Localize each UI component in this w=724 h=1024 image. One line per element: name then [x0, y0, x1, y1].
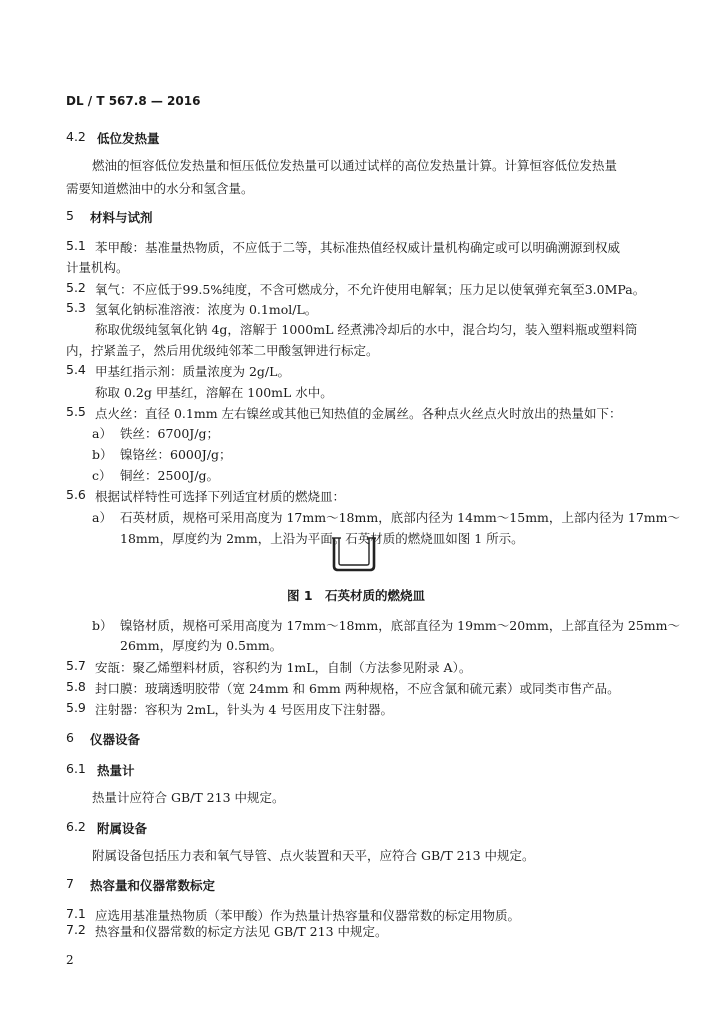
section-title: 附属设备 — [97, 821, 148, 836]
item-text: 内，拧紧盖子，然后用优级纯邻苯二甲酸氢钾进行标定。 — [66, 343, 379, 358]
item-number: 5.7 — [66, 658, 86, 673]
list-marker: a） — [92, 426, 112, 441]
item-text: 苯甲酸：基准量热物质，不应低于二等，其标准热值经权威计量机构确定或可以明确溯源到权威 — [95, 240, 621, 255]
section-title: 低位发热量 — [97, 131, 160, 146]
list-item: 石英材质，规格可采用高度为 17mm～18mm，底部内径为 14mm～15mm，上部内径为 17mm～ — [120, 510, 680, 525]
page-number: 2 — [66, 953, 74, 967]
item-number: 5.4 — [66, 362, 86, 377]
item-number: 5.9 — [66, 700, 86, 715]
item-text: 计量机构。 — [66, 260, 129, 275]
section-title: 热量计 — [97, 763, 135, 778]
item-text: 热容量和仪器常数的标定方法见 GB/T 213 中规定。 — [95, 924, 388, 939]
chapter-title: 仪器设备 — [90, 732, 141, 747]
paragraph-line: 需要知道燃油中的水分和氢含量。 — [66, 181, 254, 196]
item-text: 封口膜：玻璃透明胶带（宽 24mm 和 6mm 两种规格，不应含氯和硫元素）或同类市售产品。 — [95, 681, 620, 696]
list-marker: b） — [92, 447, 113, 462]
list-marker: a） — [92, 510, 112, 525]
item-number: 5.2 — [66, 280, 86, 295]
list-item: 18mm，厚度约为 2mm，上沿为平面。石英材质的燃烧皿如图 1 所示。 — [120, 531, 524, 546]
item-text: 安瓿：聚乙烯塑料材质，容积约为 1mL，自制（方法参见附录 A）。 — [95, 660, 472, 675]
chapter-title: 材料与试剂 — [90, 210, 153, 225]
item-number: 5.1 — [66, 238, 86, 253]
list-marker: b） — [92, 618, 113, 633]
figure-caption: 图 1 石英材质的燃烧皿 — [287, 588, 426, 603]
item-number: 5.3 — [66, 300, 86, 315]
item-text: 注射器：容积为 2mL，针头为 4 号医用皮下注射器。 — [95, 702, 393, 717]
list-item: 铜丝：2500J/g。 — [120, 468, 220, 483]
item-number: 5.8 — [66, 679, 86, 694]
item-number: 5.5 — [66, 404, 86, 419]
item-text: 称取优级纯氢氧化钠 4g，溶解于 1000mL 经煮沸冷却后的水中，混合均匀，装入塑料瓶或塑料筒 — [95, 322, 638, 337]
quartz-crucible-figure — [330, 536, 378, 572]
list-item: 铁丝：6700J/g； — [120, 426, 220, 441]
section-number: 6.2 — [66, 819, 86, 834]
paragraph-line: 热量计应符合 GB/T 213 中规定。 — [92, 790, 285, 805]
item-text: 称取 0.2g 甲基红，溶解在 100mL 水中。 — [95, 385, 333, 400]
item-number: 7.1 — [66, 906, 86, 921]
list-item: 镍铬丝：6000J/g； — [120, 447, 232, 462]
list-item: 镍铬材质，规格可采用高度为 17mm～18mm，底部直径为 19mm～20mm，上部直径为 25mm～ — [120, 618, 680, 633]
item-text: 氧气：不应低于99.5%纯度，不含可燃成分，不允许使用电解氧；压力足以使氧弹充氧至3.0MPa。 — [95, 282, 646, 297]
section-number: 6.1 — [66, 761, 86, 776]
paragraph-line: 附属设备包括压力表和氧气导管、点火装置和天平，应符合 GB/T 213 中规定。 — [92, 848, 535, 863]
list-item: 26mm，厚度约为 0.5mm。 — [120, 638, 283, 653]
item-text: 根据试样特性可选择下列适宜材质的燃烧皿： — [95, 489, 346, 504]
item-text: 点火丝：直径 0.1mm 左右镍丝或其他已知热值的金属丝。各种点火丝点火时放出的热量如下： — [95, 406, 622, 421]
chapter-number: 7 — [66, 876, 74, 891]
item-number: 7.2 — [66, 922, 86, 937]
running-header: DL / T 567.8 — 2016 — [66, 94, 201, 108]
chapter-title: 热容量和仪器常数标定 — [90, 878, 216, 893]
chapter-number: 5 — [66, 208, 74, 223]
item-text: 应选用基准量热物质（苯甲酸）作为热量计热容量和仪器常数的标定用物质。 — [95, 908, 521, 923]
item-text: 甲基红指示剂：质量浓度为 2g/L。 — [95, 364, 290, 379]
paragraph-line: 燃油的恒容低位发热量和恒压低位发热量可以通过试样的高位发热量计算。计算恒容低位发热量 — [92, 158, 618, 173]
list-marker: c） — [92, 468, 112, 483]
item-text: 氢氧化钠标准溶液：浓度为 0.1mol/L。 — [95, 302, 318, 317]
chapter-number: 6 — [66, 730, 74, 745]
section-number: 4.2 — [66, 129, 86, 144]
item-number: 5.6 — [66, 487, 86, 502]
